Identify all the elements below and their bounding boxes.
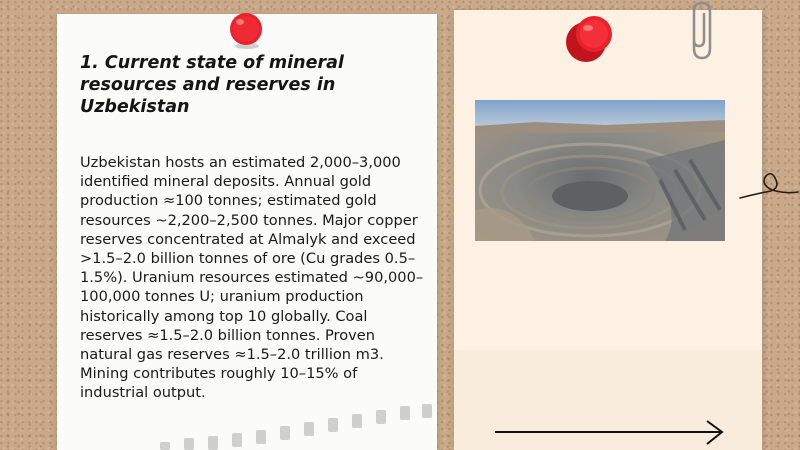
string-doodle-icon bbox=[736, 150, 800, 210]
paper-clip-icon bbox=[684, 0, 714, 62]
body-paragraph: Uzbekistan hosts an estimated 2,000–3,000 identified mineral deposits. Annual gold production ≈100 tonnes; estimated gold resources ~2,200–2,500 tonnes. Major copper reserves concentrated at Almalyk and exceed >1.5–2.0 billion tonnes of ore (Cu grades 0.5–1.5%). Uranium resources estimated ~90,000–100,000 tonnes U; uranium production historically among top 10 globally. Coal reserves ≈1.5–2.0 billion tonnes. Proven natural gas reserves ≈1.5–2.0 trillion m3. Mining contributes roughly 10–15% of industrial output. bbox=[80, 154, 424, 402]
torn-paper-edge bbox=[160, 400, 440, 450]
right-arrow-icon bbox=[493, 418, 725, 448]
red-pushpin-icon bbox=[560, 12, 620, 68]
red-pushpin-icon bbox=[225, 8, 269, 52]
section-title: 1. Current state of mineral resources and reserves in Uzbekistan bbox=[80, 53, 344, 117]
open-pit-mine-photo bbox=[475, 100, 725, 241]
